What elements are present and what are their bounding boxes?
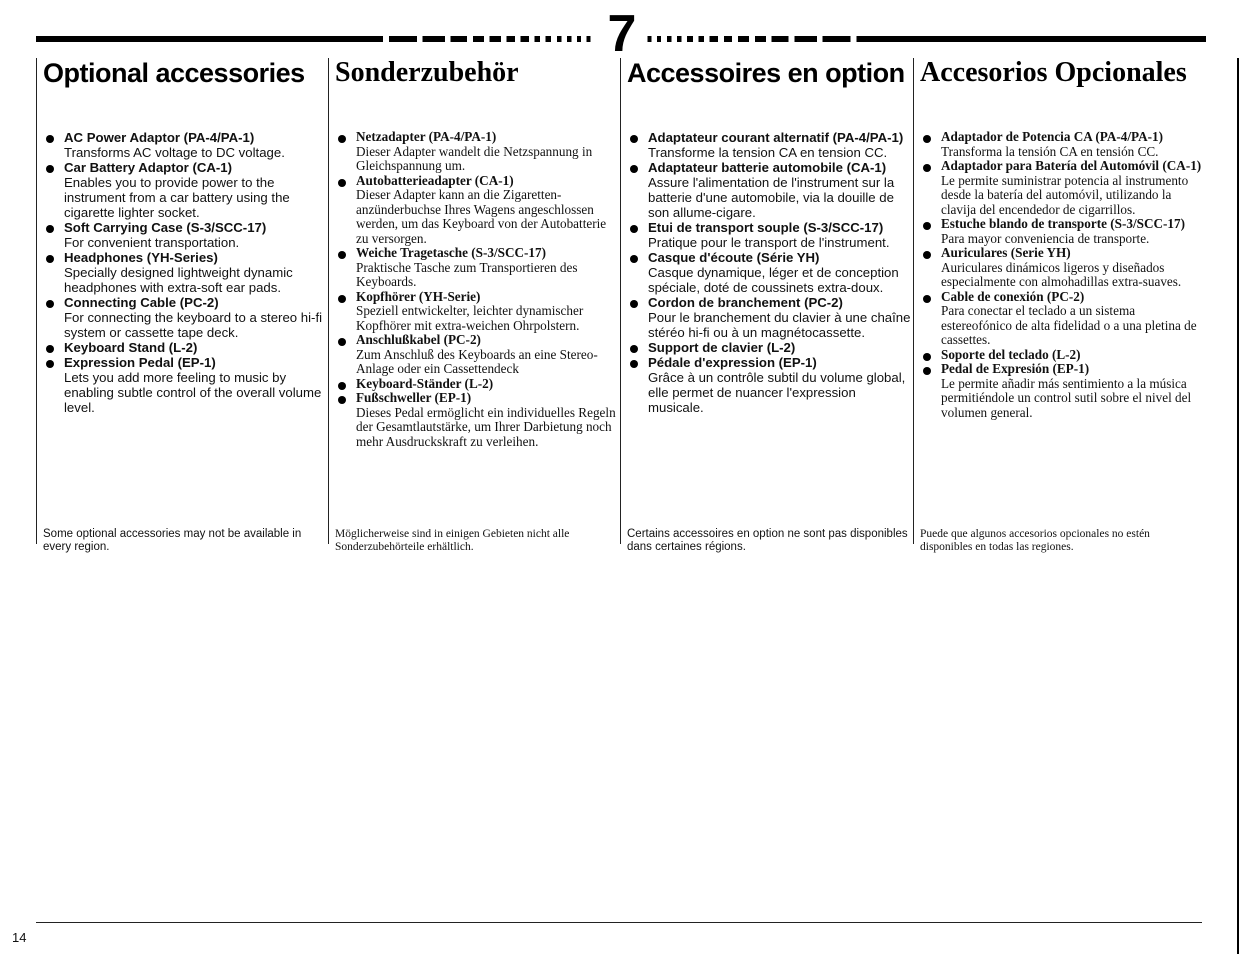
item-desc: Transforma la tensión CA en tensión CC. — [941, 143, 1159, 159]
list-item — [335, 333, 619, 377]
item-name: Adaptador para Batería del Automóvil (CA-1) — [941, 158, 1202, 173]
list-item — [43, 160, 327, 220]
list-item — [335, 130, 619, 174]
list-item — [43, 340, 327, 355]
list-item — [335, 174, 619, 247]
item-desc: Transforme la tension CA en tension CC. — [648, 145, 888, 160]
item-desc: Dieser Adapter wandelt die Netzspannung in Gleichspannung um. — [356, 143, 593, 173]
column-french — [620, 58, 911, 553]
item-name: Adaptador de Potencia CA (PA-4/PA-1) — [941, 129, 1163, 144]
item-name: Keyboard Stand (L-2) — [64, 340, 198, 355]
header-rule-left — [36, 36, 596, 42]
item-desc: Pratique pour le transport de l'instrument. — [648, 235, 890, 250]
availability-note: Some optional accessories may not be available in every region. — [43, 527, 302, 553]
item-desc: Le permite añadir más sentimiento a la música permitiéndole un control sutil sobre el nivel del volumen general. — [941, 375, 1192, 420]
item-desc: Grâce à un contrôle subtil du volume global, elle permet de nuancer l'expression musicale. — [648, 370, 906, 415]
list-item — [43, 220, 327, 250]
list-item — [43, 130, 327, 160]
availability-note: Certains accessoires en option ne sont pas disponibles dans certaines régions. — [627, 527, 908, 553]
list-item — [627, 220, 911, 250]
item-name: Soft Carrying Case (S-3/SCC-17) — [64, 220, 267, 235]
column-german — [328, 57, 619, 553]
item-desc: Praktische Tasche zum Transportieren des Keyboards. — [356, 259, 578, 289]
item-name: Autobatterieadapter (CA-1) — [356, 172, 514, 188]
item-name: Weiche Tragetasche (S-3/SCC-17) — [356, 245, 546, 260]
item-name: Pédale d'expression (EP-1) — [648, 355, 817, 370]
item-name: Support de clavier (L-2) — [648, 340, 796, 355]
item-name: Adaptateur batterie automobile (CA-1) — [648, 160, 887, 175]
list-item — [43, 250, 327, 295]
item-name: Netzadapter (PA-4/PA-1) — [356, 129, 497, 144]
list-item — [335, 290, 619, 334]
accessory-list — [920, 130, 1204, 420]
availability-note: Puede que algunos accesorios opcionales no estén disponibles en todas las regiones. — [920, 527, 1150, 553]
item-name: Kopfhörer (YH-Serie) — [356, 288, 481, 304]
item-name: Keyboard-Ständer (L-2) — [356, 375, 494, 391]
item-desc: Transforms AC voltage to DC voltage. — [64, 145, 285, 160]
header-rule-right — [642, 36, 1206, 42]
item-name: Car Battery Adaptor (CA-1) — [64, 160, 233, 175]
footer-rule — [36, 922, 1202, 923]
list-item — [920, 246, 1204, 290]
item-name: Fußschweller (EP-1) — [356, 390, 472, 405]
item-name: Soporte del teclado (L-2) — [941, 346, 1081, 362]
item-name: AC Power Adaptor (PA-4/PA-1) — [64, 130, 255, 145]
item-desc: Specially designed lightweight dynamic headphones with extra-soft ear pads. — [64, 265, 293, 295]
accessory-list — [335, 130, 619, 449]
list-item — [920, 130, 1204, 159]
list-item — [335, 391, 619, 449]
column-english — [36, 58, 327, 553]
list-item — [627, 295, 911, 340]
list-item — [920, 362, 1204, 420]
item-name: Connecting Cable (PC-2) — [64, 295, 219, 310]
column-title: Optional accessories — [43, 58, 305, 88]
list-item — [920, 290, 1204, 348]
column-spanish — [913, 57, 1204, 553]
list-item — [627, 130, 911, 160]
column-title: Accesorios Opcionales — [920, 57, 1187, 88]
item-name: Expression Pedal (EP-1) — [64, 355, 216, 370]
page-number: 14 — [12, 930, 27, 945]
item-name: Etui de transport souple (S-3/SCC-17) — [648, 220, 884, 235]
item-name: Cable de conexión (PC-2) — [941, 288, 1085, 304]
item-name: Pedal de Expresión (EP-1) — [941, 361, 1090, 376]
availability-note: Möglicherweise sind in einigen Gebieten nicht alle Sonderzubehörteile erhältlich. — [335, 527, 570, 553]
list-item — [43, 295, 327, 340]
item-desc: Assure l'alimentation de l'instrument sur la batterie d'une automobile, via la douille de son allume-cigare. — [648, 175, 895, 220]
item-desc: Para conectar el teclado a un sistema estereofónico de alta fidelidad o a una pletina de cassettes. — [941, 303, 1197, 347]
list-item — [43, 355, 327, 415]
item-name: Casque d'écoute (Série YH) — [648, 250, 820, 265]
accessory-list — [43, 130, 327, 415]
chapter-number: 7 — [607, 5, 637, 63]
item-name: Headphones (YH-Series) — [64, 250, 218, 265]
item-desc: For connecting the keyboard to a stereo hi-fi system or cassette tape deck. — [64, 310, 323, 340]
list-item — [627, 340, 911, 355]
item-desc: Pour le branchement du clavier à une chaîne stéréo hi-fi ou à un magnétocassette. — [648, 310, 911, 340]
list-item — [920, 348, 1204, 363]
item-desc: Dieser Adapter kann an die Zigaretten-anzünderbuchse Ihres Wagens angeschlossen werden, um das Keyboard von der Autobatterie zu versorgen. — [356, 187, 607, 246]
item-desc: Auriculares dinámicos ligeros y diseñados especialmente con almohadillas extra-suaves. — [941, 259, 1182, 289]
item-desc: Dieses Pedal ermöglicht ein individuelles Regeln der Gesamtlautstärke, um Ihrer Darbietung noch mehr Ausdruckskraft zu verleihen. — [356, 404, 616, 449]
item-desc: Speziell entwickelter, leichter dynamischer Kopfhörer mit extra-weichen Ohrpolstern. — [356, 303, 584, 333]
item-name: Cordon de branchement (PC-2) — [648, 295, 843, 310]
item-desc: Enables you to provide power to the instrument from a car battery using the cigarette lighter socket. — [64, 175, 290, 220]
list-item — [627, 160, 911, 220]
column-title: Sonderzubehör — [335, 57, 519, 88]
list-item — [335, 377, 619, 392]
item-desc: For convenient transportation. — [64, 235, 240, 250]
item-desc: Lets you add more feeling to music by enabling subtle control of the overall volume level. — [64, 370, 322, 415]
list-item — [335, 246, 619, 290]
list-item — [920, 159, 1204, 217]
item-name: Auriculares (Serie YH) — [941, 245, 1071, 260]
page-edge-rule — [1237, 58, 1239, 954]
list-item — [627, 355, 911, 415]
item-name: Adaptateur courant alternatif (PA-4/PA-1) — [648, 130, 904, 145]
item-name: Estuche blando de transporte (S-3/SCC-17) — [941, 216, 1185, 231]
item-desc: Casque dynamique, léger et de conception spéciale, doté de coussinets extra-doux. — [648, 265, 899, 295]
item-desc: Le permite suministrar potencia al instrumento desde la batería del automóvil, utilizando la clavija del encendedor de cigarrillos. — [941, 172, 1189, 217]
accessory-list — [627, 130, 911, 415]
item-desc: Para mayor conveniencia de transporte. — [941, 230, 1150, 246]
item-desc: Zum Anschluß des Keyboards an eine Stereo-Anlage oder ein Cassettendeck — [356, 346, 598, 376]
list-item — [627, 250, 911, 295]
column-title: Accessoires en option — [627, 58, 905, 88]
list-item — [920, 217, 1204, 246]
item-name: Anschlußkabel (PC-2) — [356, 332, 481, 347]
